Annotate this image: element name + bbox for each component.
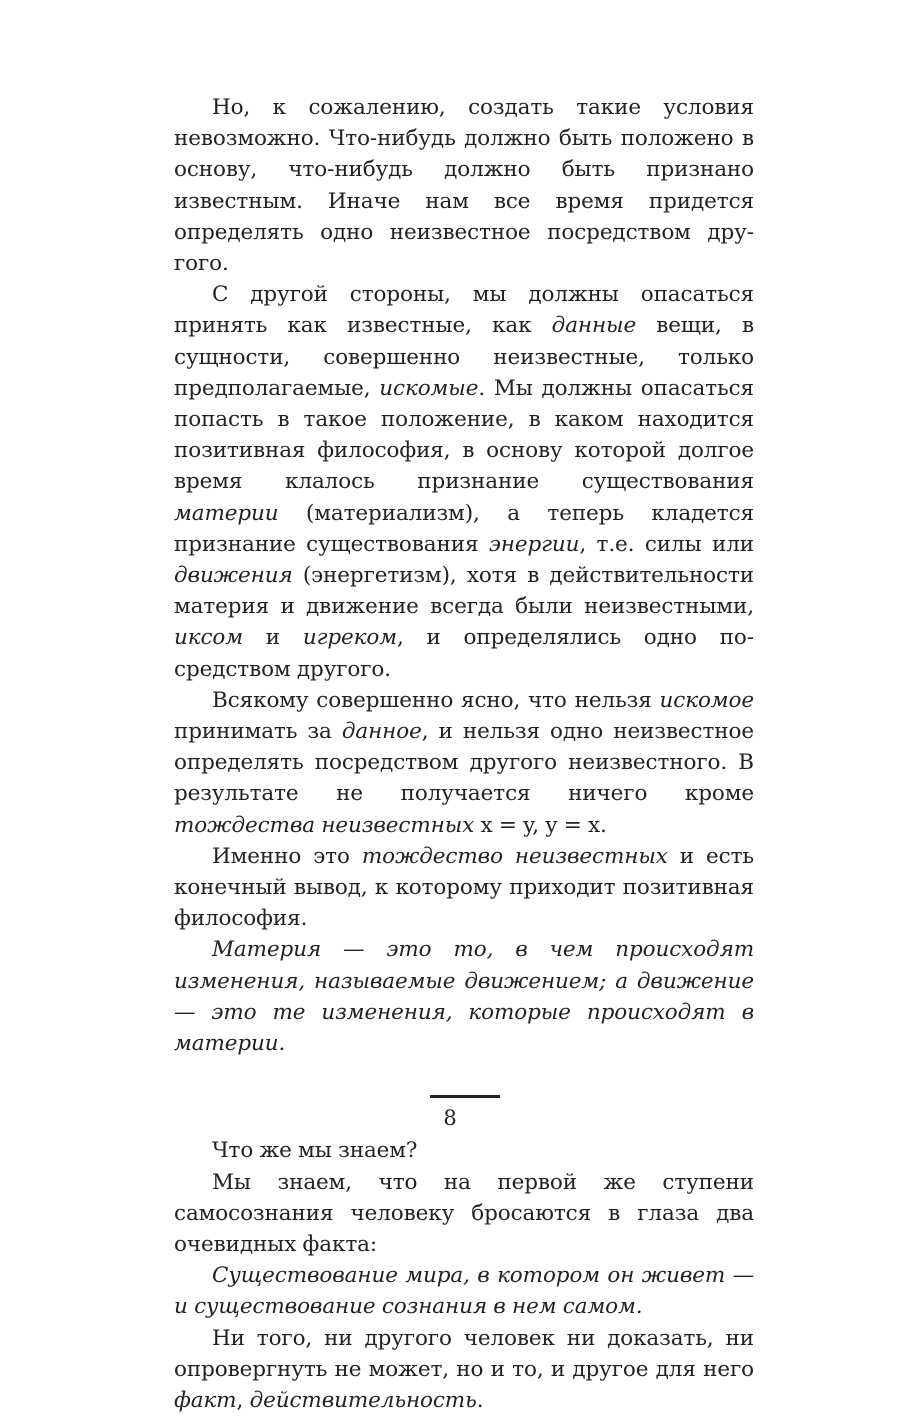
text-segment: Но, к сожалению, создать такие условия невозможно. Что-нибудь должно быть положено в основу, что-нибудь должно быть признано известным. Иначе нам все время придется определять одно неизвестное посредством другого. [174, 95, 754, 277]
text-block-bottom [174, 1135, 754, 1416]
page-number: 8 [443, 1106, 457, 1130]
text-segment: Мы знаем, что на первой же ступени самосознания человеку бросаются в глаза два очевидных факта: [174, 1169, 754, 1257]
text-segment: С другой стороны, мы должны опасаться принять как известные, как [174, 282, 754, 339]
italic-segment: искомые [379, 375, 479, 401]
italic-segment: тождества неизвестных [174, 812, 475, 838]
text-segment: , и определялись одно посредством другого. [174, 625, 754, 682]
italic-segment: движения [174, 563, 293, 589]
paragraph [174, 685, 754, 841]
italic-segment: энергии [488, 531, 580, 557]
paragraph [174, 1167, 754, 1261]
italic-segment: Существование мира, в котором он живет — и существование сознания в нем самом. [174, 1263, 754, 1320]
text-segment: , [236, 1387, 250, 1413]
paragraph [174, 1135, 754, 1166]
italic-segment: иксом [174, 625, 243, 651]
italic-segment: искомое [659, 687, 754, 713]
paragraph [174, 1260, 754, 1322]
text-segment: (материализм), а теперь кладется признание существования [174, 500, 754, 557]
page-body [174, 92, 754, 1416]
text-segment: вещи, в сущности, совершенно неизвестные, только предполагаемые, [174, 313, 754, 401]
text-segment: , т.е. силы или [579, 531, 754, 557]
italic-segment: материи [174, 500, 279, 526]
text-segment: принимать за [174, 719, 342, 745]
italic-segment: игреком [302, 625, 397, 651]
text-segment: Ни того, ни другого человек ни доказать, ни опровергнуть не может, но и то, и другое для него [174, 1325, 754, 1382]
italic-segment: Материя — это то, в чем происходят изменения, называемые движением; а движение — это те изменения, которые происходят в материи. [174, 937, 754, 1057]
paragraph [174, 841, 754, 935]
paragraph [174, 279, 754, 685]
paragraph [174, 1323, 754, 1416]
italic-segment: данное [341, 719, 422, 745]
italic-segment: действительность [249, 1387, 477, 1413]
paragraph [174, 934, 754, 1059]
text-segment: и [243, 625, 303, 651]
text-segment: Именно это [212, 843, 362, 869]
italic-segment: тождество неизвестных [361, 843, 668, 869]
text-segment: (энергетизм), хотя в действительности материя и движение всегда были неизвестными, [174, 563, 754, 620]
text-segment: и есть конечный вывод, к которому приходит позитивная философия. [174, 843, 754, 932]
italic-segment: данные [551, 313, 637, 339]
divider-rule [430, 1095, 500, 1098]
text-segment: Что же мы знаем? [212, 1138, 418, 1164]
text-segment: x = y, y = x. [474, 812, 607, 838]
paragraph [174, 92, 754, 279]
text-segment: , и нельзя одно неизвестное определять посредством другого неизвестного. В результате не получается ничего кроме [174, 719, 754, 807]
text-segment: Всякому совершенно ясно, что нельзя [212, 687, 660, 713]
text-block-top [174, 92, 754, 1059]
italic-segment: факт [174, 1387, 237, 1413]
text-segment: . Мы должны опасаться попасть в такое положение, в каком находится позитивная философия, в основу которой долгое время клалось признание существования [174, 375, 754, 495]
text-segment: . [476, 1387, 484, 1413]
